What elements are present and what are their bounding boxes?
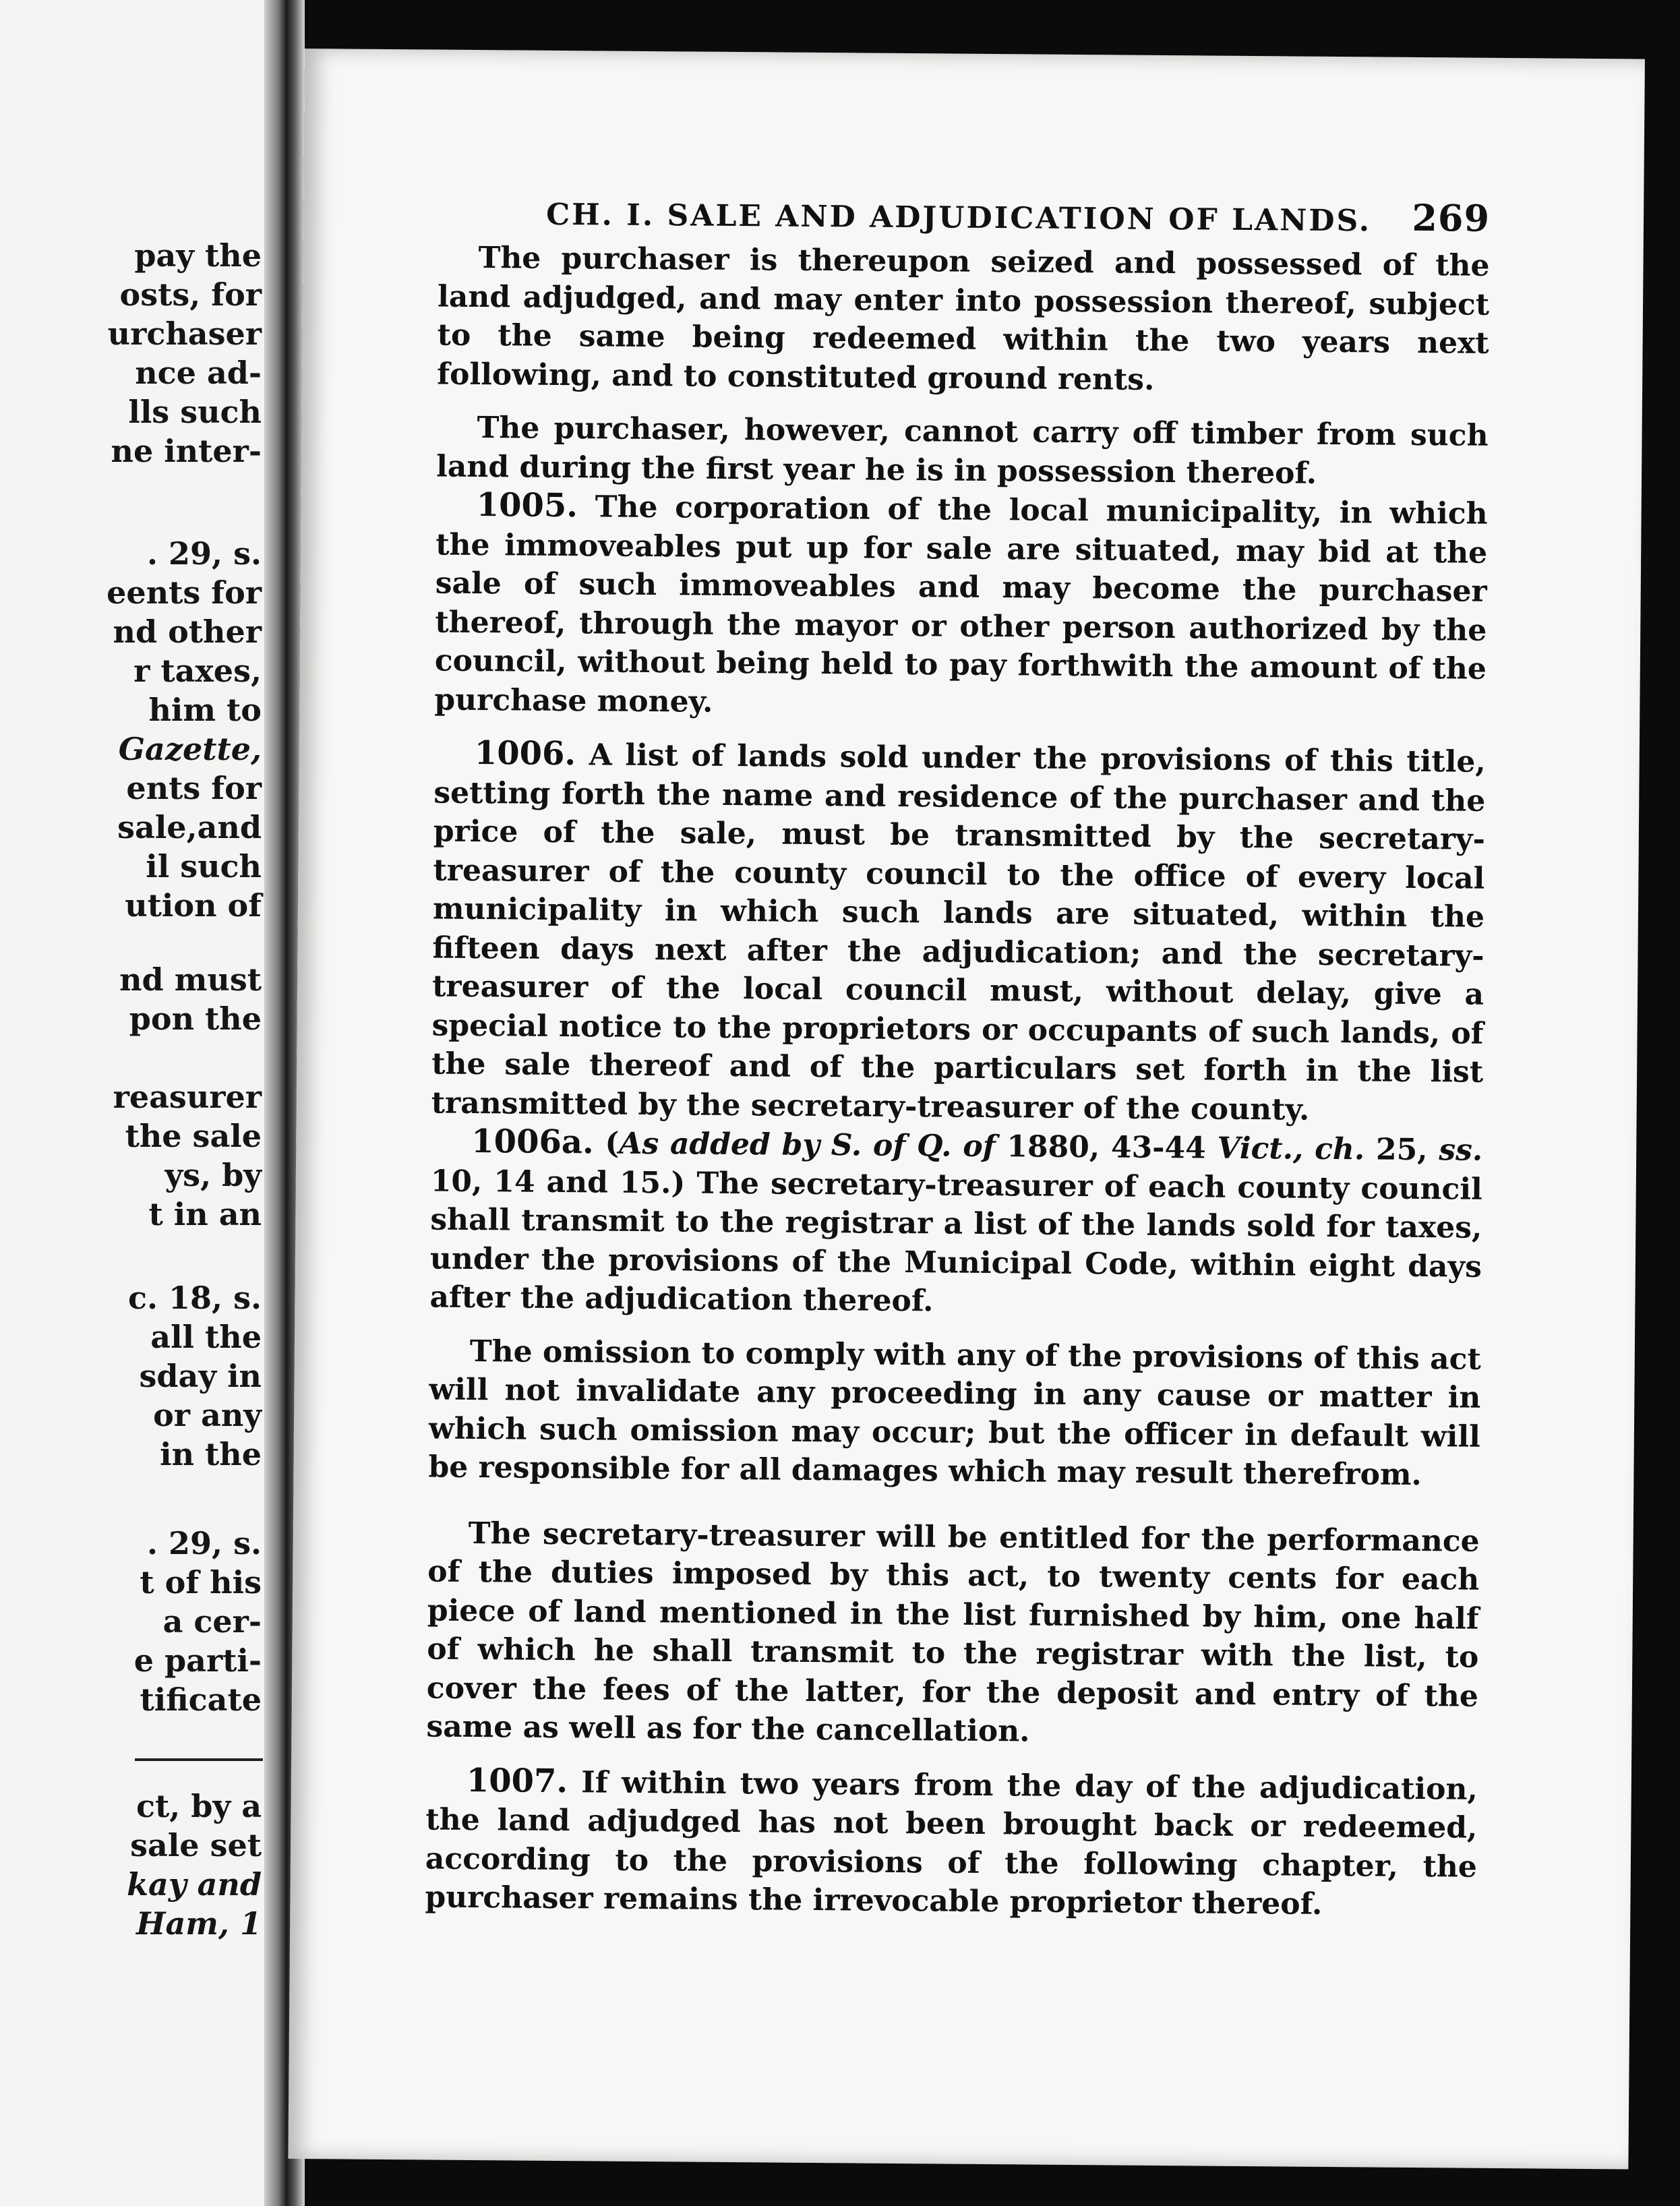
left-line: a cer- bbox=[162, 1603, 262, 1640]
paragraph bbox=[426, 1514, 1480, 1754]
left-line: nd must bbox=[119, 961, 262, 998]
citation-italic: ss. bbox=[1439, 1133, 1483, 1168]
paragraph-text: The secretary-treasurer will be entitled for the performance of the duties imposed by this act, to twenty cents for each piece of land mentioned in the list furnished by him, one half of which he shall transmit to the registrar with the list, to cover the fees of the latter, for the deposit and entry of the same as well as for the cancellation. bbox=[426, 1516, 1480, 1749]
left-line: sday in bbox=[139, 1358, 262, 1394]
citation-italic: Vict., ch. bbox=[1217, 1131, 1365, 1167]
article-1007 bbox=[425, 1761, 1478, 1925]
left-line: e parti- bbox=[133, 1642, 262, 1679]
left-line: urchaser bbox=[107, 316, 262, 352]
left-line: lls such bbox=[128, 394, 262, 430]
left-line: him to bbox=[148, 692, 262, 728]
article-number: 1006a. bbox=[471, 1122, 594, 1162]
left-line: r taxes, bbox=[133, 653, 262, 689]
left-line: the sale bbox=[125, 1118, 262, 1154]
left-line: Ham, 1 bbox=[136, 1905, 262, 1942]
article-1006a bbox=[429, 1123, 1482, 1325]
left-line: ents for bbox=[126, 770, 262, 806]
left-line: ys, by bbox=[164, 1157, 262, 1193]
left-line: pon the bbox=[129, 1001, 262, 1037]
paragraph-text: A list of lands sold under the provisions of this title, setting forth the name and residence of the purchaser and the price of the sale, must be transmitted by the secretary-treasurer of the county council to the office of every local municipality in which such lands are situated, within the fifteen days next after the adjudication; and the secretary-treasurer of the local council must, without delay, give a special notice to the proprietors or occupants of such lands, of the sale thereof and of the particulars set forth in the list transmitted by the secretary-treasurer of the county. bbox=[431, 738, 1486, 1127]
left-line: t in an bbox=[148, 1196, 262, 1232]
left-line: eents for bbox=[107, 574, 262, 611]
article-1005 bbox=[434, 486, 1488, 727]
left-line: il such bbox=[146, 848, 262, 885]
left-line: nd other bbox=[113, 614, 262, 650]
running-title: CH. I. SALE AND ADJUDICATION OF LANDS. bbox=[545, 197, 1372, 239]
paragraph-text: The corporation of the local municipality, in which the immoveables put up for sale are situated, may bid at the sale of such immoveables and may become the purchaser thereof, through the mayor or other person authorized by the council, without being held to pay forthwith the amount of the purchase money. bbox=[434, 489, 1488, 719]
left-line: ct, by a bbox=[136, 1788, 262, 1824]
article-1006 bbox=[431, 734, 1485, 1131]
paragraph bbox=[437, 239, 1490, 402]
left-line: or any bbox=[153, 1397, 262, 1433]
article-number: 1005. bbox=[476, 486, 578, 525]
left-line: kay and bbox=[127, 1866, 262, 1903]
left-line: . 29, s. bbox=[147, 1525, 262, 1561]
left-line: ution of bbox=[125, 887, 262, 924]
left-line: osts, for bbox=[119, 276, 262, 313]
page-content bbox=[425, 185, 1490, 1926]
paragraph-text: 1880, 43-44 bbox=[995, 1129, 1218, 1166]
left-line: pay the bbox=[134, 237, 262, 274]
left-line: . 29, s. bbox=[147, 535, 262, 572]
paragraph-text: If within two years from the day of the adjudication, the land adjudged has not been brought back or redeemed, according to the provisions of the following chapter, the purchaser remains the irrevocable proprietor thereof. bbox=[425, 1764, 1478, 1921]
paragraph-text: The omission to comply with any of the provisions of this act will not invalidate any proceeding in any cause or matter in which such omission may occur; but the officer in default will be responsible for all damages which may result therefrom. bbox=[428, 1334, 1481, 1493]
left-line: c. 18, s. bbox=[128, 1280, 262, 1316]
paragraph-text: The purchaser is thereupon seized and possessed of the land adjudged, and may enter into possession thereof, subject to the same being redeemed within the two years next following, and to constituted ground rents. bbox=[437, 241, 1490, 397]
left-line: nce ad- bbox=[135, 355, 262, 391]
paragraph bbox=[428, 1332, 1481, 1495]
paragraph-text: 25, bbox=[1364, 1132, 1439, 1168]
left-line: sale set bbox=[130, 1827, 262, 1864]
left-line: ne inter- bbox=[111, 433, 262, 469]
page-number: 269 bbox=[1412, 196, 1491, 240]
paragraph bbox=[436, 409, 1489, 494]
paragraph-text: 10, 14 and 15.) The secretary-treasurer of each county council shall transmit to the registrar a list of the lands sold for taxes, under the provisions of the Municipal Code, within eight days after the adjudication thereof. bbox=[429, 1164, 1482, 1319]
article-number: 1007. bbox=[466, 1761, 568, 1800]
left-line: reasurer bbox=[113, 1079, 262, 1115]
left-line: in the bbox=[160, 1436, 262, 1472]
article-number: 1006. bbox=[474, 734, 576, 773]
left-page-rule bbox=[135, 1758, 263, 1761]
running-header bbox=[438, 185, 1491, 247]
left-line: Gazette, bbox=[118, 731, 262, 767]
left-line: all the bbox=[150, 1319, 262, 1355]
left-line: t of his bbox=[140, 1564, 262, 1601]
paragraph-text: The purchaser, however, cannot carry off timber from such land during the first year he is in possession thereof. bbox=[436, 411, 1489, 491]
left-line: sale,and bbox=[117, 809, 262, 845]
citation-italic: As added by S. of Q. of bbox=[619, 1126, 996, 1164]
previous-page-fragment bbox=[0, 0, 264, 2206]
left-line: tificate bbox=[140, 1681, 262, 1718]
page bbox=[288, 49, 1645, 2170]
paragraph-text: ( bbox=[593, 1126, 620, 1161]
